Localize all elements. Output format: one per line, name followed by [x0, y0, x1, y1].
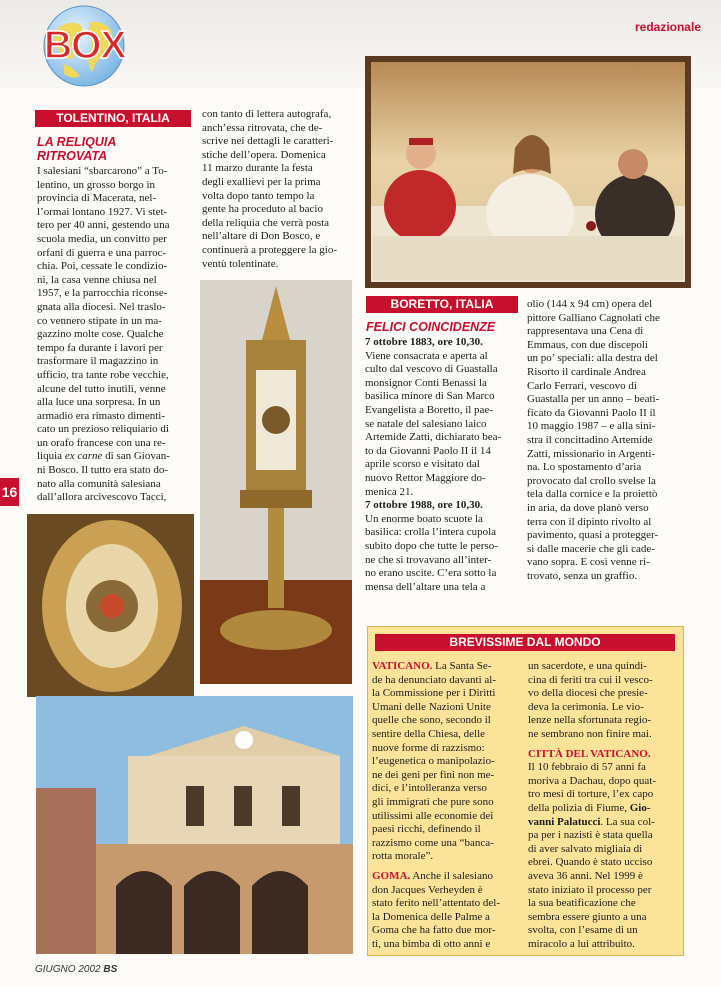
- article1-col2: con tanto di lettera autografa, anch’essa ritrovata, che de- scrive nei dettagli le caratteri- stiche dell’opera. Domenica 11 marzo durante la festa degli exallievi per la prima volta dopo tanto tempo la gente ha proceduto al bacio della reliquia che verrà posta nell’altare di Don Bosco, e continuerà a proteggere la gio- ventù tolentinate.: [202, 108, 337, 270]
- news-box-title: BREVISSIME DAL MONDO: [375, 634, 675, 651]
- article1-col1: I salesiani “sbarcarono” a To- lentino, un grosso borgo in provincia di Macerata, nel- l’ormai lontano 1927. Vi stet- tero per 40 anni, gestendo una scuola media, un convitto per orfani di guerra e una parroc- chia. Poi, cessate le condizio- ni, la casa venne chiusa nel 1957, e la parrocchia riconse- gnata alla diocesi. Nel traslo- co vennero stipate in un ma- gazzino molte cose. Qualche tempo fa durante i lavori per trasformare il magazzino in ufficio, tra tante robe vecchie, alcune del tutto inutili, venne alla luce una sorpresa. In un armadio era rimasto dimenti- cato un prezioso reliquiario di un orafo francese con una re- liquia ex carne di san Giovan- ni Bosco. Il tutto era stato do- nato alla comunità salesiana dall’allora arcivescovo Tacci,: [37, 165, 170, 504]
- footer-issue: GIUGNO 2002 BS: [35, 964, 118, 975]
- emmaus-painting-photo: [365, 56, 691, 288]
- church-building-photo: [36, 696, 353, 954]
- article2-col1: 7 ottobre 1883, ore 10,30. Viene consacrata e aperta al culto dal vescovo di Guastalla monsignor Conti Benassi la basilica minore di San Marco Evangelista a Boretto, il pae- se natale del salesiano laico Artemide Zatti, dichiarato bea- to da Giovanni Paolo II il 14 aprile scorso e visitato dal nuovo Rettor Maggiore do- menica 21. 7 ottobre 1988, ore 10,30. Un enorme boato scuote la basilica: crolla l’intera cupola subito dopo che tutte le perso- ne che si trovavano all’inter- no erano uscite. C’era sotto la mensa dell’altare una tela a: [365, 336, 502, 593]
- article1-place: TOLENTINO, ITALIA: [35, 110, 191, 127]
- reliquary-closeup-photo: [27, 514, 194, 697]
- article2-col2: olio (144 x 94 cm) opera del pittore Galliano Cagnolati che rappresentava una Cena di Emmaus, con due discepoli un po’ speciali: alla destra del Risorto il cardinale Andrea Carlo Ferrari, vescovo di Guastalla per un anno – beati- ficato da Giovanni Paolo II il 10 maggio 1987 – e alla sini- stra il concittadino Artemide Zatti, missionario in Argenti- na. Lo spostamento d’aria provocato dal crollo svelse la tela dalla cornice e la proiettò in aria, da dove planò verso terra con il dipinto rivolto al pavimento, quasi a protegger- si dalle macerie che gli cade- vano sopra. E così venne ri- trovato, senza un graffio.: [527, 298, 660, 582]
- news-box-col2: un sacerdote, e una quindi- cina di feriti tra cui il vesco- vo della diocesi che presie- deva la cerimonia. Le vio- lenze nella sfortunata regio- ne sembrano non finire mai. CITTÀ DEL VATICANO. Il 10 febbraio di 57 anni fa moriva a Dachau, dopo quat- tro mesi di torture, l’ex capo della polizia di Fiume, Gio- vanni Palatucci. La sua col- pa per i nazisti è stata quella di aver salvato migliaia di ebrei. Quando è stato ucciso aveva 36 anni. Nel 1999 è stato iniziato il processo per la sua beatificazione che sembra essere giunto a una svolta, con l’esame di un miracolo a lui attribuito.: [528, 660, 656, 950]
- logo-text: BOX: [44, 24, 126, 67]
- article1-kicker: LA RELIQUIA RITROVATA: [37, 135, 117, 163]
- section-label: redazionale: [634, 20, 701, 34]
- news-box-col1: VATICANO. La Santa Se- de ha denunciato davanti al- la Commissione per i Diritti Umani delle Nazioni Unite quelle che sono, secondo il sentire della Chiesa, delle nuove forme di razzismo: l’eugenetica o manipolazio- ne dei geni per fini non me- dici, e l’intolleranza verso gli immigrati che pure sono utilissimi alle economie dei paesi ricchi, definendo il razzismo come una “banca- rotta morale”. GOMA. Anche il salesiano don Jacques Verheyden è stato ferito nell’attentato del- la Domenica delle Palme a Goma che ha fatto due mor- ti, una bimba di otto anni e: [372, 660, 500, 950]
- reliquary-photo: [200, 280, 352, 684]
- article2-kicker: FELICI COINCIDENZE: [366, 320, 496, 334]
- article2-place: BORETTO, ITALIA: [366, 296, 518, 313]
- page-number: 16: [0, 478, 19, 506]
